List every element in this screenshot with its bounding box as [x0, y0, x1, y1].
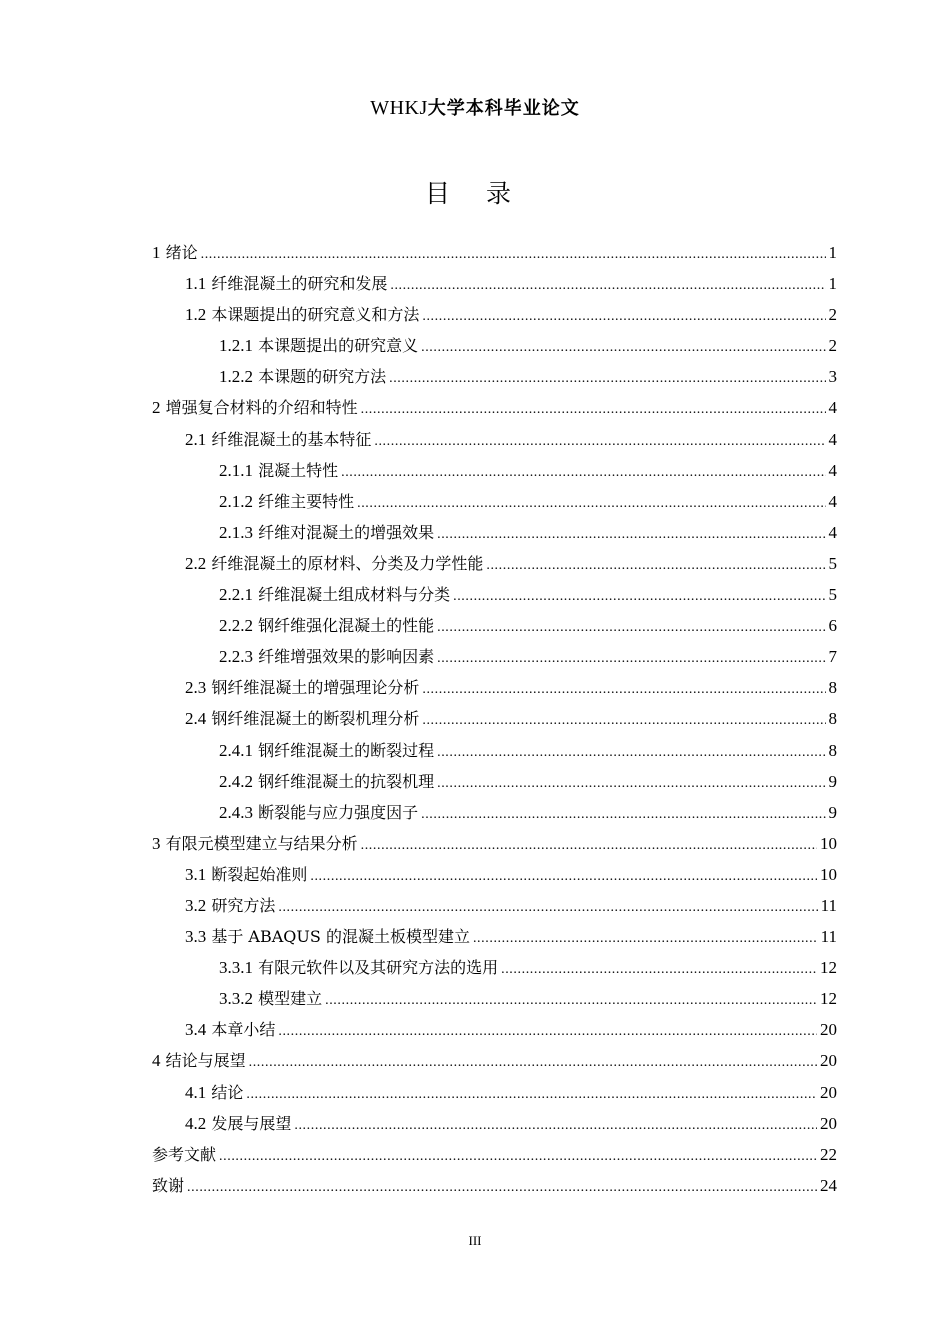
- toc-entry[interactable]: [152, 952, 837, 983]
- toc-leader-dots: [421, 799, 825, 830]
- toc-entry-title: 纤维主要特性: [258, 491, 355, 511]
- toc-entry-page: 4: [828, 522, 837, 542]
- toc-entry-page: 6: [828, 616, 837, 636]
- toc-entry[interactable]: [152, 330, 837, 361]
- toc-entry-number: 2.1: [185, 429, 207, 449]
- toc-leader-dots: [187, 1172, 817, 1203]
- toc-entry-page: 4: [828, 398, 837, 418]
- toc-entry-page: 20: [820, 1113, 837, 1133]
- toc-entry[interactable]: [152, 641, 837, 672]
- toc-entry-number: 3.4: [185, 1020, 207, 1040]
- toc-leader-dots: [249, 1047, 817, 1078]
- toc-entry-number: 3.2: [185, 895, 207, 915]
- toc-entry-title: 纤维混凝土的基本特征: [211, 429, 372, 449]
- toc-entry-number: 1.2: [185, 305, 207, 325]
- toc-entry-page: 3: [828, 367, 837, 387]
- toc-entry-label: [152, 1139, 216, 1170]
- toc-leader-dots: [310, 861, 817, 892]
- toc-entry[interactable]: [152, 1170, 837, 1201]
- toc-entry-page: 4: [828, 429, 837, 449]
- page-number: III: [468, 1233, 482, 1248]
- toc-entry-number: 2.2.1: [219, 585, 253, 605]
- toc-entry[interactable]: [152, 517, 837, 548]
- toc-entry-page: 9: [828, 771, 837, 791]
- toc-leader-dots: [361, 394, 826, 425]
- toc-entry-number: 4.1: [185, 1082, 207, 1102]
- toc-entry-number: 4.2: [185, 1113, 207, 1133]
- table-of-contents: [152, 237, 837, 1201]
- toc-leader-dots: [437, 519, 825, 550]
- toc-entry-page: 20: [820, 1051, 837, 1071]
- toc-leader-dots: [437, 768, 825, 799]
- toc-entry-title: 结论: [211, 1082, 244, 1102]
- toc-entry-page: 11: [820, 895, 837, 915]
- toc-entry-label: [219, 517, 434, 548]
- toc-entry[interactable]: [152, 579, 837, 610]
- toc-leader-dots: [294, 1110, 817, 1141]
- toc-entry-title: 断裂能与应力强度因子: [258, 802, 419, 822]
- page-title: 目 录: [425, 179, 525, 208]
- toc-entry-title: 纤维对混凝土的增强效果: [258, 522, 435, 542]
- toc-entry-page: 1: [828, 274, 837, 294]
- toc-entry[interactable]: [152, 486, 837, 517]
- toc-entry[interactable]: [152, 672, 837, 703]
- toc-entry[interactable]: [152, 1077, 837, 1108]
- toc-entry-label: [185, 1108, 291, 1139]
- toc-entry[interactable]: [152, 548, 837, 579]
- toc-leader-dots: [473, 923, 818, 954]
- toc-entry-page: 12: [820, 989, 837, 1009]
- toc-entry-title: 致谢: [152, 1175, 185, 1195]
- toc-entry[interactable]: [152, 1014, 837, 1045]
- toc-entry-number: 3.3.2: [219, 989, 253, 1009]
- toc-entry[interactable]: [152, 237, 837, 268]
- toc-entry[interactable]: [152, 299, 837, 330]
- toc-entry-number: 2.4.2: [219, 771, 253, 791]
- toc-entry-label: [185, 1077, 243, 1108]
- toc-entry-label: [152, 1170, 184, 1201]
- toc-entry-page: 7: [828, 647, 837, 667]
- toc-entry-title: 参考文献: [152, 1144, 217, 1164]
- toc-entry-title: 钢纤维混凝土的断裂机理分析: [211, 709, 420, 729]
- toc-entry-title: 有限元软件以及其研究方法的选用: [258, 958, 499, 978]
- toc-entry[interactable]: [152, 828, 837, 859]
- toc-entry[interactable]: [152, 766, 837, 797]
- toc-entry-page: 4: [828, 460, 837, 480]
- toc-entry-page: 8: [828, 740, 837, 760]
- toc-entry-number: 2.2: [185, 553, 207, 573]
- toc-entry-page: 2: [828, 336, 837, 356]
- toc-entry-number: 3.3: [185, 927, 207, 947]
- toc-entry-title: 模型建立: [258, 989, 323, 1009]
- toc-entry-title: 纤维混凝土的原材料、分类及力学性能: [211, 553, 484, 573]
- toc-entry-number: 2.3: [185, 678, 207, 698]
- toc-entry-number: 2.4.1: [219, 740, 253, 760]
- toc-entry-page: 11: [820, 927, 837, 947]
- toc-entry-number: 2.1.2: [219, 491, 253, 511]
- toc-entry-title: 混凝土特性: [258, 460, 339, 480]
- toc-entry-label: [152, 1045, 246, 1076]
- toc-entry[interactable]: [152, 703, 837, 734]
- toc-entry-page: 4: [828, 491, 837, 511]
- toc-entry-page: 20: [820, 1020, 837, 1040]
- toc-entry-page: 22: [820, 1144, 837, 1164]
- toc-entry[interactable]: [152, 1108, 837, 1139]
- toc-entry-label: [185, 424, 371, 455]
- toc-entry-label: [219, 797, 418, 828]
- toc-entry-number: 1.2.2: [219, 367, 253, 387]
- toc-entry-label: [185, 548, 483, 579]
- toc-leader-dots: [390, 270, 825, 301]
- toc-leader-dots: [374, 426, 825, 457]
- toc-entry-number: 2.1.1: [219, 460, 253, 480]
- toc-entry-label: [152, 828, 358, 859]
- toc-entry[interactable]: [152, 424, 837, 455]
- toc-entry-page: 20: [820, 1082, 837, 1102]
- toc-entry-page: 1: [828, 243, 837, 262]
- toc-entry-title: 钢纤维混凝土的抗裂机理: [258, 771, 435, 791]
- toc-entry-label: [219, 952, 498, 983]
- toc-entry-label: [185, 859, 307, 890]
- toc-entry-title: 绪论: [165, 243, 198, 262]
- toc-entry-label: [185, 299, 419, 330]
- toc-entry-label: [185, 672, 419, 703]
- toc-entry-page: 5: [828, 553, 837, 573]
- toc-entry-label: [219, 455, 338, 486]
- header-latin: WHKJ: [370, 97, 428, 119]
- toc-entry-page: 5: [828, 585, 837, 605]
- toc-entry[interactable]: [152, 268, 837, 299]
- toc-entry[interactable]: [152, 735, 837, 766]
- toc-entry-page: 2: [828, 305, 837, 325]
- toc-entry-title: 钢纤维混凝土的增强理论分析: [211, 678, 420, 698]
- toc-leader-dots: [422, 705, 825, 736]
- toc-entry[interactable]: [152, 890, 837, 921]
- toc-leader-dots: [437, 737, 825, 768]
- toc-entry-label: [219, 983, 322, 1014]
- toc-entry-title: 结论与展望: [165, 1051, 246, 1071]
- toc-entry-label: [185, 921, 470, 952]
- toc-entry-label: [219, 579, 450, 610]
- toc-leader-dots: [437, 612, 825, 643]
- toc-leader-dots: [341, 457, 825, 488]
- toc-entry-title: 研究方法: [211, 895, 276, 915]
- toc-entry-number: 1.2.1: [219, 336, 253, 356]
- toc-leader-dots: [201, 239, 826, 270]
- toc-entry-label: [185, 890, 275, 921]
- toc-entry-label: [185, 268, 387, 299]
- running-header: [0, 94, 950, 120]
- toc-entry-title: 纤维增强效果的影响因素: [258, 647, 435, 667]
- toc-entry-title: 基于 ABAQUS 的混凝土板模型建立: [211, 927, 470, 947]
- toc-entry-title: 有限元模型建立与结果分析: [165, 833, 358, 853]
- toc-entry-title: 钢纤维混凝土的断裂过程: [258, 740, 435, 760]
- toc-entry-page: 10: [820, 864, 837, 884]
- toc-entry-page: 10: [820, 833, 837, 853]
- toc-entry-number: 2.2.2: [219, 616, 253, 636]
- toc-entry-label: [219, 610, 434, 641]
- toc-leader-dots: [422, 301, 825, 332]
- toc-leader-dots: [422, 674, 825, 705]
- toc-entry-label: [219, 641, 434, 672]
- toc-leader-dots: [246, 1079, 817, 1110]
- toc-leader-dots: [486, 550, 825, 581]
- toc-entry[interactable]: [152, 1139, 837, 1170]
- toc-entry[interactable]: [152, 797, 837, 828]
- toc-entry-label: [152, 392, 358, 423]
- toc-entry[interactable]: [152, 983, 837, 1014]
- toc-leader-dots: [219, 1141, 817, 1172]
- toc-entry[interactable]: [152, 610, 837, 641]
- toc-leader-dots: [278, 1016, 817, 1047]
- toc-entry-label: [185, 703, 419, 734]
- toc-entry-number: 2.2.3: [219, 647, 253, 667]
- toc-leader-dots: [421, 332, 825, 363]
- toc-entry-number: 3.1: [185, 864, 207, 884]
- toc-entry-number: 3: [152, 833, 161, 853]
- toc-entry-number: 2.4: [185, 709, 207, 729]
- toc-entry-title: 纤维混凝土的研究和发展: [211, 274, 388, 294]
- toc-leader-dots: [453, 581, 825, 612]
- toc-entry[interactable]: [152, 361, 837, 392]
- toc-leader-dots: [501, 954, 817, 985]
- toc-entry-page: 9: [828, 802, 837, 822]
- toc-entry-number: 3.3.1: [219, 958, 253, 978]
- toc-entry-title: 本章小结: [211, 1020, 276, 1040]
- toc-entry[interactable]: [152, 921, 837, 952]
- toc-entry-title: 发展与展望: [211, 1113, 292, 1133]
- toc-entry-page: 8: [828, 709, 837, 729]
- toc-entry-title: 本课题提出的研究意义和方法: [211, 305, 420, 325]
- toc-entry[interactable]: [152, 859, 837, 890]
- toc-entry-number: 4: [152, 1051, 161, 1071]
- toc-entry-title: 纤维混凝土组成材料与分类: [258, 585, 451, 605]
- toc-entry-label: [219, 735, 434, 766]
- toc-leader-dots: [357, 488, 825, 519]
- header-chinese: 大学本科毕业论文: [427, 98, 580, 119]
- toc-entry-label: [185, 1014, 275, 1045]
- toc-entry-number: 2.4.3: [219, 802, 253, 822]
- toc-entry-number: 2.1.3: [219, 522, 253, 542]
- toc-leader-dots: [325, 985, 817, 1016]
- toc-entry-label: [219, 766, 434, 797]
- toc-entry[interactable]: [152, 392, 837, 423]
- toc-entry-label: [219, 361, 386, 392]
- toc-entry[interactable]: [152, 455, 837, 486]
- toc-leader-dots: [437, 643, 825, 674]
- toc-entry-page: 12: [820, 958, 837, 978]
- toc-entry-number: 1.1: [185, 274, 207, 294]
- toc-entry-title: 钢纤维强化混凝土的性能: [258, 616, 435, 636]
- toc-entry-label: [219, 486, 354, 517]
- toc-entry-number: 1: [152, 243, 161, 262]
- toc-entry-page: 8: [828, 678, 837, 698]
- toc-entry-page: 24: [820, 1175, 837, 1195]
- toc-leader-dots: [278, 892, 817, 923]
- toc-leader-dots: [361, 830, 817, 861]
- toc-entry-label: [219, 330, 418, 361]
- toc-entry-title: 断裂起始准则: [211, 864, 308, 884]
- toc-entry-title: 增强复合材料的介绍和特性: [165, 398, 358, 418]
- toc-entry-number: 2: [152, 398, 161, 418]
- toc-entry-label: [152, 237, 198, 268]
- toc-entry-title: 本课题的研究方法: [258, 367, 387, 387]
- toc-leader-dots: [389, 363, 825, 394]
- toc-entry-title: 本课题提出的研究意义: [258, 336, 419, 356]
- toc-entry[interactable]: [152, 1045, 837, 1076]
